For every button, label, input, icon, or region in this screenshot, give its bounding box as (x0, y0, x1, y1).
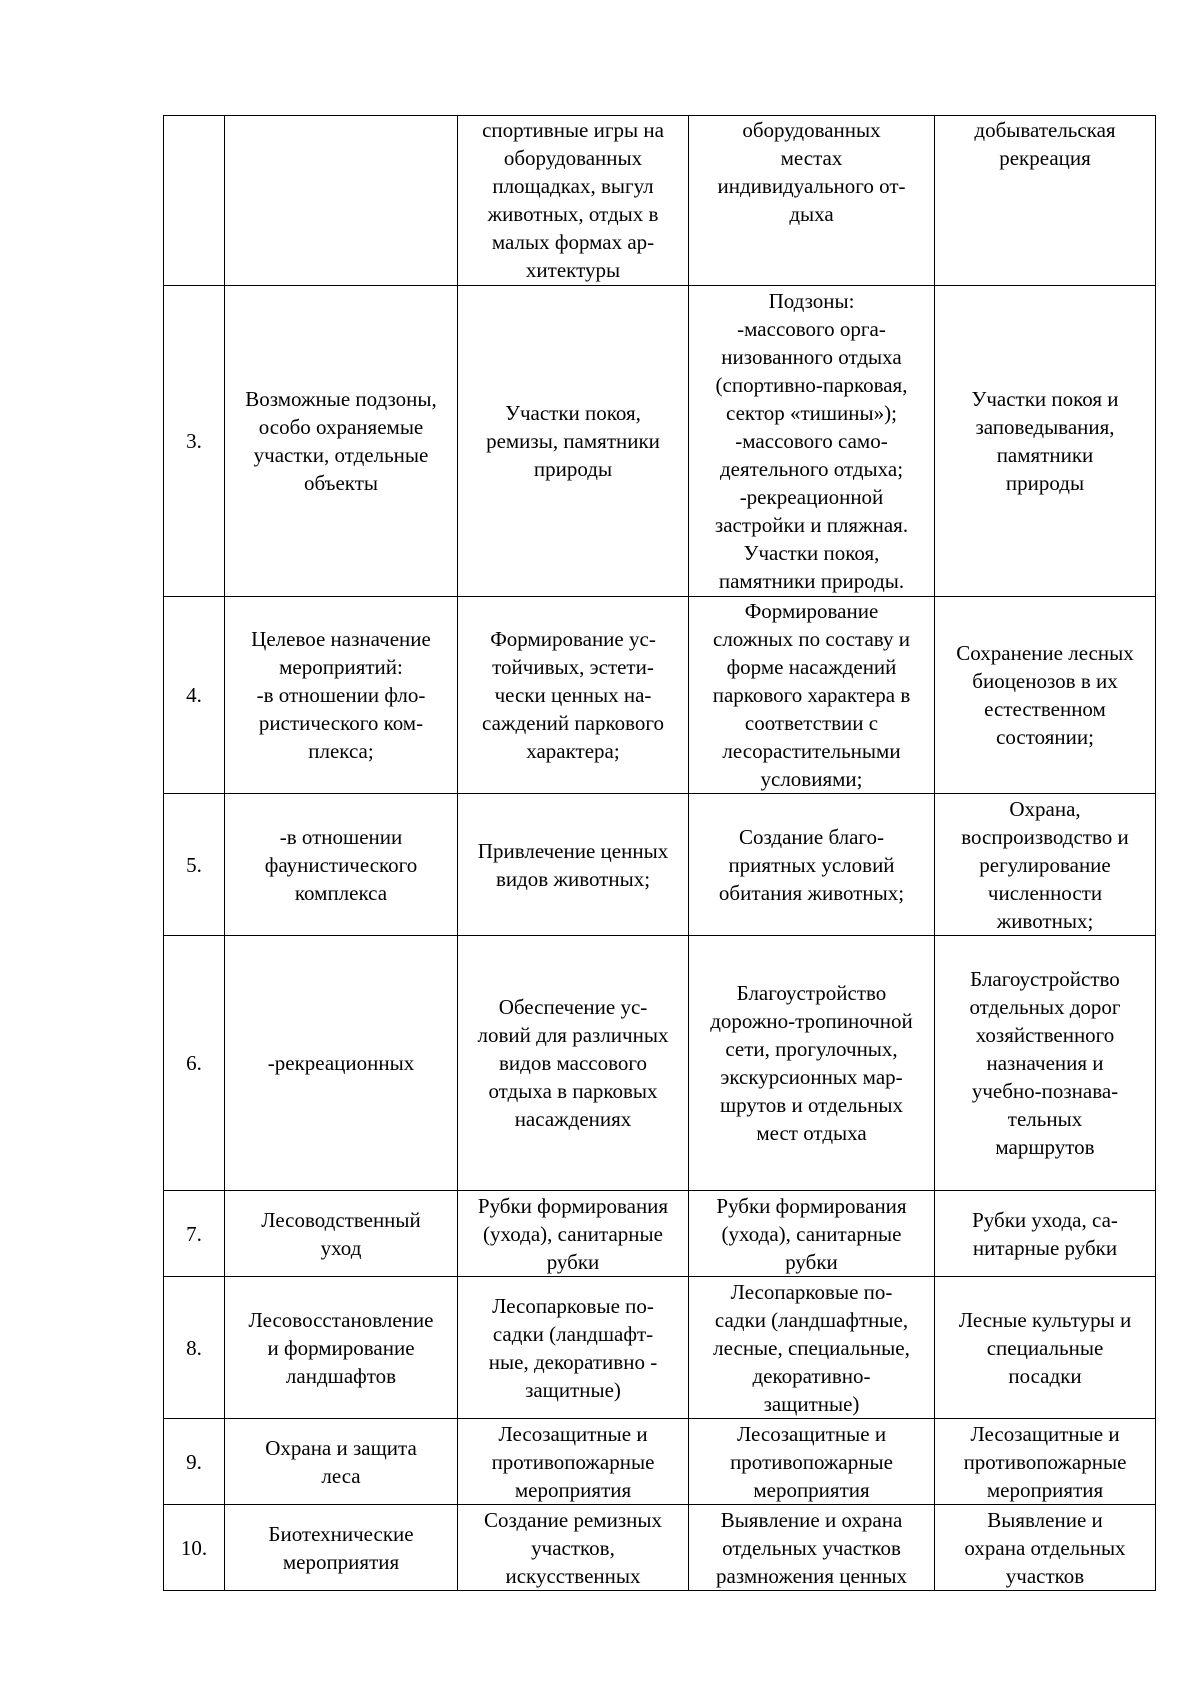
table-cell: Благоустройство дорожно-тропиночной сети, прогулочных, экскурсионных мар- шрутов и отдельных мест отдыха (689, 936, 935, 1191)
table-cell: Лесоводственный уход (225, 1191, 458, 1277)
table-row (164, 1277, 1156, 1419)
table-cell: оборудованных местах индивидуального от- дыха (689, 116, 935, 286)
table-cell: Формирование ус- тойчивых, эстети- чески ценных на- саждений паркового характера; (458, 597, 689, 794)
table-cell: Подзоны: -массового орга- низованного отдыха (спортивно-парковая, сектор «тишины»); -массового само- деятельного отдыха; -рекреационной застройки и пляжная. Участки покоя, памятники природы. (689, 286, 935, 597)
table-cell: Выявление и охрана отдельных участков размножения ценных (689, 1505, 935, 1591)
table-cell: Создание ремизных участков, искусственных (458, 1505, 689, 1591)
table-cell: -рекреационных (225, 936, 458, 1191)
table-cell: Формирование сложных по составу и форме насаждений паркового характера в соответствии с лесорастительными условиями; (689, 597, 935, 794)
table-cell: добывательская рекреация (935, 116, 1156, 286)
table-row (164, 597, 1156, 794)
row-number-cell: 10. (164, 1505, 225, 1591)
row-number-cell: 9. (164, 1419, 225, 1505)
row-number-cell: 6. (164, 936, 225, 1191)
table-cell: Биотехнические мероприятия (225, 1505, 458, 1591)
table-cell: Лесозащитные и противопожарные мероприятия (689, 1419, 935, 1505)
table-cell: Рубки формирования (ухода), санитарные рубки (458, 1191, 689, 1277)
table-cell: Лесные культуры и специальные посадки (935, 1277, 1156, 1419)
table-row (164, 1419, 1156, 1505)
table-cell: Охрана, воспроизводство и регулирование численности животных; (935, 794, 1156, 936)
table-cell: Рубки формирования (ухода), санитарные рубки (689, 1191, 935, 1277)
table-row (164, 794, 1156, 936)
row-number-cell: 7. (164, 1191, 225, 1277)
table-cell: Выявление и охрана отдельных участков (935, 1505, 1156, 1591)
table-cell: Возможные подзоны, особо охраняемые участки, отдельные объекты (225, 286, 458, 597)
table-row (164, 116, 1156, 286)
table-cell: Лесозащитные и противопожарные мероприятия (458, 1419, 689, 1505)
table-cell: Рубки ухода, са- нитарные рубки (935, 1191, 1156, 1277)
row-number-cell (164, 116, 225, 286)
table-cell: Лесопарковые по- садки (ландшафт- ные, декоративно - защитные) (458, 1277, 689, 1419)
table-cell: Сохранение лесных биоценозов в их естественном состоянии; (935, 597, 1156, 794)
table-row (164, 286, 1156, 597)
table-row (164, 1505, 1156, 1591)
table-cell: Участки покоя, ремизы, памятники природы (458, 286, 689, 597)
row-number-cell: 8. (164, 1277, 225, 1419)
table-cell: Обеспечение ус- ловий для различных видов массового отдыха в парковых насаждениях (458, 936, 689, 1191)
row-number-cell: 5. (164, 794, 225, 936)
measures-table (163, 115, 1156, 1591)
table-cell: Охрана и защита леса (225, 1419, 458, 1505)
row-number-cell: 4. (164, 597, 225, 794)
table-cell: Целевое назначение мероприятий: -в отношении фло- ристического ком- плекса; (225, 597, 458, 794)
table-cell: Создание благо- приятных условий обитания животных; (689, 794, 935, 936)
table-cell: Участки покоя и заповедывания, памятники природы (935, 286, 1156, 597)
table-cell: -в отношении фаунистического комплекса (225, 794, 458, 936)
table-cell: Привлечение ценных видов животных; (458, 794, 689, 936)
table-cell: Лесопарковые по- садки (ландшафтные, лесные, специальные, декоративно- защитные) (689, 1277, 935, 1419)
table-row (164, 1191, 1156, 1277)
table-cell (225, 116, 458, 286)
table-row (164, 936, 1156, 1191)
table-cell: спортивные игры на оборудованных площадках, выгул животных, отдых в малых формах ар- хитектуры (458, 116, 689, 286)
table-cell: Лесовосстановление и формирование ландшафтов (225, 1277, 458, 1419)
table-cell: Лесозащитные и противопожарные мероприятия (935, 1419, 1156, 1505)
table-cell: Благоустройство отдельных дорог хозяйственного назначения и учебно-познава- тельных маршрутов (935, 936, 1156, 1191)
row-number-cell: 3. (164, 286, 225, 597)
